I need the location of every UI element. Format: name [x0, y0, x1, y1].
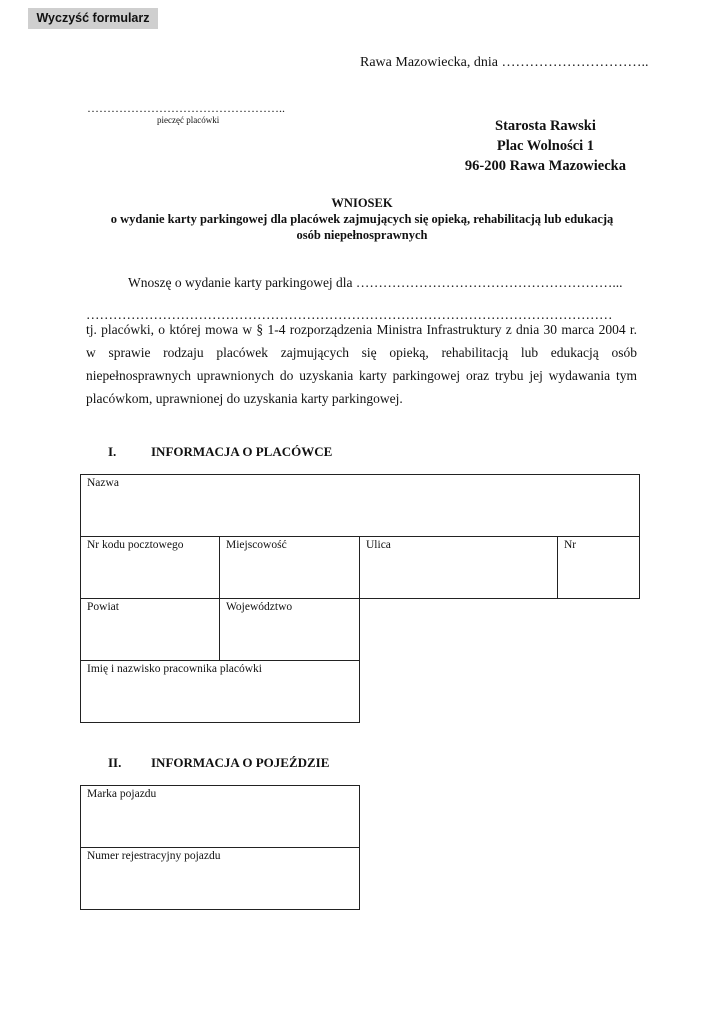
form-title: WNIOSEK [331, 196, 393, 210]
body-paragraph-line2: w sprawie rodzaju placówek zajmujących się opieką, rehabilitacją lub edukacją osób [86, 345, 637, 360]
recipient-address [465, 116, 626, 176]
recipient-street: Plac Wolności 1 [496, 138, 595, 154]
place-date-line: Rawa Mazowiecka, dnia ………………………….. [360, 55, 649, 70]
body-paragraph-line1: tj. placówki, o której mowa w § 1-4 rozporządzenia Ministra Infrastruktury z dnia 30 marca 2004 r. [86, 322, 637, 337]
stamp-dotted-line: ………………………………………….. [87, 101, 285, 115]
section2-title: INFORMACJA O POJEŹDZIE [151, 755, 330, 770]
form-subtitle-line2: osób niepełnosprawnych [296, 228, 428, 242]
stamp-label: pieczęć placówki [157, 115, 220, 125]
body-paragraph-line4: placówkom, uprawnionej do uzyskania karty parkingowej. [86, 391, 403, 406]
field-voivodeship[interactable] [219, 598, 360, 661]
field-institution-name[interactable] [80, 474, 640, 537]
field-label: Województwo [226, 601, 293, 613]
request-dotted-line: ……………………………………………………………………………………………………… [86, 307, 613, 322]
field-label: Nr [564, 539, 577, 551]
field-vehicle-make[interactable] [80, 785, 360, 848]
field-label: Ulica [366, 539, 391, 551]
field-label: Imię i nazwisko pracownika placówki [87, 663, 262, 675]
field-county[interactable] [80, 598, 220, 661]
field-label: Marka pojazdu [87, 788, 157, 800]
request-line: Wnoszę o wydanie karty parkingowej dla …………………………………………………... [128, 275, 623, 290]
recipient-city: 96-200 Rawa Mazowiecka [464, 158, 626, 174]
field-employee-name[interactable] [80, 660, 360, 723]
field-registration-number[interactable] [80, 847, 360, 910]
section1-number: I. [108, 444, 117, 459]
clear-form-button[interactable]: Wyczyść formularz [28, 8, 158, 29]
field-label: Miejscowość [226, 539, 287, 551]
body-paragraph-line3: niepełnosprawnych uprawnionych do uzyskania karty parkingowej oraz trybu jej wydawania tym [86, 368, 637, 383]
field-postal-code[interactable] [80, 536, 220, 599]
form-subtitle-line1: o wydanie karty parkingowej dla placówek zajmujących się opieką, rehabilitacją lub edukacją [110, 212, 614, 226]
field-label: Powiat [87, 601, 119, 613]
field-house-number[interactable] [557, 536, 640, 599]
section1-title: INFORMACJA O PLACÓWCE [151, 444, 333, 459]
field-label: Nr kodu pocztowego [87, 539, 184, 551]
field-label: Nazwa [87, 477, 119, 489]
field-label: Numer rejestracyjny pojazdu [87, 850, 221, 862]
field-city[interactable] [219, 536, 360, 599]
section2-number: II. [108, 755, 122, 770]
recipient-name: Starosta Rawski [495, 118, 596, 134]
field-street[interactable] [359, 536, 558, 599]
